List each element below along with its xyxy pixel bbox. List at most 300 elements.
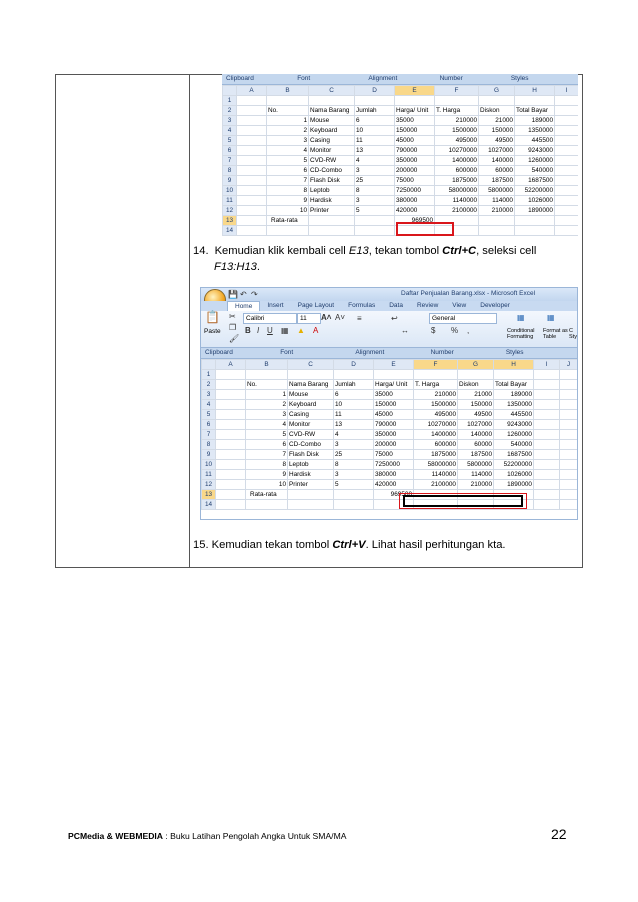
cell-empty[interactable] <box>560 450 578 460</box>
align-icon[interactable]: ≡ <box>357 314 362 323</box>
cell-no[interactable]: 9 <box>246 470 288 480</box>
cell-nama[interactable] <box>309 226 355 236</box>
cell-no[interactable]: 7 <box>246 450 288 460</box>
row-header[interactable]: 12 <box>223 206 237 216</box>
cell-a[interactable] <box>216 460 246 470</box>
cell-harga[interactable]: 380000 <box>374 470 414 480</box>
column-header-f[interactable]: F <box>414 360 458 370</box>
cell-no[interactable]: 3 <box>267 136 309 146</box>
cell-harga[interactable]: 200000 <box>374 440 414 450</box>
cell-empty[interactable] <box>560 440 578 450</box>
cell-jumlah[interactable] <box>334 490 374 500</box>
cell-empty[interactable] <box>555 146 579 156</box>
cell-no[interactable]: 9 <box>267 196 309 206</box>
column-header-b[interactable]: B <box>267 86 309 96</box>
row-header[interactable]: 13 <box>202 490 216 500</box>
cut-icon[interactable]: ✂ <box>229 312 236 321</box>
column-header-e[interactable]: E <box>395 86 435 96</box>
cell-total[interactable]: 189000 <box>494 390 534 400</box>
cell-total[interactable] <box>515 96 555 106</box>
cell-tharga[interactable]: 495000 <box>414 410 458 420</box>
fill-color-icon[interactable]: ▲ <box>297 326 305 335</box>
cell-nama[interactable] <box>288 490 334 500</box>
cell-tharga[interactable]: 210000 <box>435 116 479 126</box>
tab-formulas[interactable]: Formulas <box>348 302 376 309</box>
paste-label[interactable]: Paste <box>204 328 221 335</box>
cell-nama[interactable] <box>309 216 355 226</box>
cell-total[interactable]: 9243000 <box>494 420 534 430</box>
cell-nama[interactable]: Monitor <box>309 146 355 156</box>
cell-empty[interactable] <box>534 470 560 480</box>
cell-empty[interactable] <box>534 380 560 390</box>
cell-empty[interactable] <box>555 136 579 146</box>
cell-diskon[interactable]: Diskon <box>458 380 494 390</box>
cell-empty[interactable] <box>560 370 578 380</box>
cell-empty[interactable] <box>560 400 578 410</box>
grow-font-icon[interactable]: A˄ <box>321 313 332 322</box>
cell-total[interactable]: 1350000 <box>494 400 534 410</box>
cell-nama[interactable]: Flash Disk <box>288 450 334 460</box>
undo-icon[interactable]: ↶ <box>240 290 247 299</box>
cell-total[interactable]: Total Bayar <box>494 380 534 390</box>
cell-jumlah[interactable]: 3 <box>334 470 374 480</box>
cell-diskon[interactable]: 49500 <box>458 410 494 420</box>
cell-jumlah[interactable]: 4 <box>355 156 395 166</box>
cell-diskon[interactable]: 21000 <box>458 390 494 400</box>
cell-total[interactable]: 1260000 <box>515 156 555 166</box>
cell-harga[interactable]: 420000 <box>395 206 435 216</box>
cell-diskon[interactable]: 140000 <box>479 156 515 166</box>
row-header[interactable]: 3 <box>202 390 216 400</box>
cell-no[interactable]: 2 <box>267 126 309 136</box>
cell-tharga[interactable]: 1400000 <box>435 156 479 166</box>
paste-icon[interactable]: 📋 <box>205 310 220 324</box>
row-header[interactable]: 14 <box>202 500 216 510</box>
cell-a[interactable] <box>216 370 246 380</box>
cell-diskon[interactable]: 187500 <box>458 450 494 460</box>
cell-a[interactable] <box>237 206 267 216</box>
shrink-font-icon[interactable]: A˅ <box>335 313 346 322</box>
cell-no[interactable]: Rata-rata <box>246 490 288 500</box>
cell-harga[interactable]: 7250000 <box>374 460 414 470</box>
column-header-c[interactable]: C <box>309 86 355 96</box>
cell-diskon[interactable] <box>479 216 515 226</box>
row-header[interactable]: 5 <box>223 136 237 146</box>
cell-empty[interactable] <box>534 390 560 400</box>
cell-no[interactable]: 1 <box>246 390 288 400</box>
format-as-table-label[interactable]: Format as Table <box>543 328 568 340</box>
cell-jumlah[interactable]: 5 <box>355 206 395 216</box>
column-header-a[interactable]: A <box>216 360 246 370</box>
cell-diskon[interactable] <box>458 370 494 380</box>
cell-total[interactable]: 52200000 <box>494 460 534 470</box>
cell-empty[interactable] <box>560 410 578 420</box>
cell-tharga[interactable]: 2100000 <box>414 480 458 490</box>
cell-jumlah[interactable]: 6 <box>334 390 374 400</box>
cell-empty[interactable] <box>560 380 578 390</box>
column-header-j[interactable]: J <box>560 360 578 370</box>
cell-total[interactable]: 1890000 <box>494 480 534 490</box>
cell-harga[interactable]: 380000 <box>395 196 435 206</box>
font-size-select[interactable] <box>297 313 321 324</box>
cell-tharga[interactable]: 2100000 <box>435 206 479 216</box>
cell-harga[interactable]: 75000 <box>395 176 435 186</box>
cell-total[interactable]: 540000 <box>494 440 534 450</box>
cell-jumlah[interactable] <box>355 96 395 106</box>
column-header-d[interactable]: D <box>334 360 374 370</box>
cell-empty[interactable] <box>555 166 579 176</box>
cell-harga[interactable]: Harga/ Unit <box>374 380 414 390</box>
cell-diskon[interactable]: 1027000 <box>458 420 494 430</box>
cell-empty[interactable] <box>560 490 578 500</box>
cell-jumlah[interactable]: 6 <box>355 116 395 126</box>
cell-no[interactable] <box>246 370 288 380</box>
cell-a[interactable] <box>237 116 267 126</box>
cell-a[interactable] <box>216 500 246 510</box>
cell-empty[interactable] <box>560 460 578 470</box>
cell-a[interactable] <box>216 420 246 430</box>
cell-jumlah[interactable]: 10 <box>355 126 395 136</box>
row-header[interactable]: 8 <box>223 166 237 176</box>
cell-harga[interactable]: 969500 <box>395 216 435 226</box>
cell-harga[interactable]: 45000 <box>374 410 414 420</box>
cell-diskon[interactable]: 150000 <box>458 400 494 410</box>
cell-tharga[interactable]: 1500000 <box>435 126 479 136</box>
row-header[interactable]: 9 <box>223 176 237 186</box>
cell-tharga[interactable]: 1500000 <box>414 400 458 410</box>
cell-empty[interactable] <box>555 216 579 226</box>
cell-empty[interactable] <box>555 176 579 186</box>
cell-empty[interactable] <box>560 420 578 430</box>
cell-total[interactable]: 445500 <box>494 410 534 420</box>
conditional-formatting-label[interactable]: Conditional Formatting <box>507 328 535 340</box>
cell-tharga[interactable]: 10270000 <box>414 420 458 430</box>
cell-a[interactable] <box>237 176 267 186</box>
cell-total[interactable]: 1687500 <box>515 176 555 186</box>
column-header-i[interactable]: I <box>555 86 579 96</box>
corner-cell[interactable] <box>223 86 237 96</box>
cell-harga[interactable] <box>374 370 414 380</box>
cell-no[interactable]: 6 <box>246 440 288 450</box>
cell-empty[interactable] <box>534 500 560 510</box>
cell-no[interactable] <box>267 226 309 236</box>
font-color-icon[interactable]: A <box>313 326 319 335</box>
cell-jumlah[interactable]: 11 <box>334 410 374 420</box>
cell-jumlah[interactable]: 3 <box>355 196 395 206</box>
cell-a[interactable] <box>237 146 267 156</box>
row-header[interactable]: 4 <box>202 400 216 410</box>
cell-jumlah[interactable] <box>334 370 374 380</box>
cell-tharga[interactable] <box>435 96 479 106</box>
cell-empty[interactable] <box>560 470 578 480</box>
cell-nama[interactable]: Nama Barang <box>309 106 355 116</box>
cell-jumlah[interactable] <box>355 226 395 236</box>
redo-icon[interactable]: ↷ <box>251 290 258 299</box>
cell-diskon[interactable]: 114000 <box>479 196 515 206</box>
cell-total[interactable]: 9243000 <box>515 146 555 156</box>
cell-nama[interactable] <box>309 96 355 106</box>
cell-total[interactable]: 1026000 <box>515 196 555 206</box>
save-icon[interactable]: 💾 <box>228 290 238 299</box>
cell-diskon[interactable]: 210000 <box>458 480 494 490</box>
cell-harga[interactable]: Harga/ Unit <box>395 106 435 116</box>
row-header[interactable]: 12 <box>202 480 216 490</box>
cell-nama[interactable] <box>288 500 334 510</box>
cell-nama[interactable]: Keyboard <box>288 400 334 410</box>
cell-nama[interactable]: Hardisk <box>309 196 355 206</box>
tab-page-layout[interactable]: Page Layout <box>297 302 335 309</box>
cell-harga[interactable]: 150000 <box>374 400 414 410</box>
cell-jumlah[interactable]: 10 <box>334 400 374 410</box>
cell-total[interactable]: 445500 <box>515 136 555 146</box>
cell-diskon[interactable]: 21000 <box>479 116 515 126</box>
column-header-f[interactable]: F <box>435 86 479 96</box>
row-header[interactable]: 14 <box>223 226 237 236</box>
cell-a[interactable] <box>216 490 246 500</box>
comma-icon[interactable]: , <box>467 326 470 335</box>
cell-diskon[interactable] <box>479 226 515 236</box>
cell-empty[interactable] <box>534 440 560 450</box>
row-header[interactable]: 13 <box>223 216 237 226</box>
row-header[interactable]: 1 <box>202 370 216 380</box>
corner-cell[interactable] <box>202 360 216 370</box>
cell-nama[interactable]: Mouse <box>309 116 355 126</box>
cell-empty[interactable] <box>555 116 579 126</box>
cell-empty[interactable] <box>555 226 579 236</box>
tab-developer[interactable]: Developer <box>480 302 510 309</box>
cell-no[interactable] <box>267 96 309 106</box>
percent-icon[interactable]: % <box>451 326 459 335</box>
cell-nama[interactable]: Leptob <box>309 186 355 196</box>
cell-harga[interactable]: 150000 <box>395 126 435 136</box>
cell-jumlah[interactable]: 25 <box>334 450 374 460</box>
column-header-d[interactable]: D <box>355 86 395 96</box>
cell-a[interactable] <box>216 470 246 480</box>
cell-empty[interactable] <box>534 480 560 490</box>
column-header-g[interactable]: G <box>458 360 494 370</box>
cell-no[interactable]: 8 <box>267 186 309 196</box>
cell-jumlah[interactable]: 25 <box>355 176 395 186</box>
cell-nama[interactable]: CD-Combo <box>288 440 334 450</box>
cell-no[interactable]: 10 <box>267 206 309 216</box>
cell-jumlah[interactable]: 4 <box>334 430 374 440</box>
cell-no[interactable]: 5 <box>267 156 309 166</box>
cell-no[interactable]: 8 <box>246 460 288 470</box>
column-header-h[interactable]: H <box>515 86 555 96</box>
cell-empty[interactable] <box>534 370 560 380</box>
cell-no[interactable]: 4 <box>246 420 288 430</box>
row-header[interactable]: 11 <box>223 196 237 206</box>
cell-diskon[interactable]: 140000 <box>458 430 494 440</box>
cell-no[interactable]: No. <box>246 380 288 390</box>
cell-empty[interactable] <box>555 206 579 216</box>
cell-no[interactable]: 7 <box>267 176 309 186</box>
cell-empty[interactable] <box>555 126 579 136</box>
cell-no[interactable]: 1 <box>267 116 309 126</box>
cell-nama[interactable]: Printer <box>309 206 355 216</box>
row-header[interactable]: 2 <box>223 106 237 116</box>
row-header[interactable]: 5 <box>202 410 216 420</box>
italic-icon[interactable]: I <box>257 326 260 335</box>
cell-a[interactable] <box>237 96 267 106</box>
column-header-b[interactable]: B <box>246 360 288 370</box>
cell-diskon[interactable]: Diskon <box>479 106 515 116</box>
format-painter-icon[interactable]: 🖌 <box>229 334 240 343</box>
cell-tharga[interactable]: 495000 <box>435 136 479 146</box>
cell-empty[interactable] <box>534 490 560 500</box>
cell-jumlah[interactable]: 13 <box>334 420 374 430</box>
cell-diskon[interactable]: 49500 <box>479 136 515 146</box>
cell-jumlah[interactable]: Jumlah <box>334 380 374 390</box>
row-header[interactable]: 2 <box>202 380 216 390</box>
row-header[interactable]: 6 <box>223 146 237 156</box>
cell-empty[interactable] <box>560 480 578 490</box>
cell-total[interactable] <box>515 226 555 236</box>
tab-data[interactable]: Data <box>389 302 403 309</box>
cell-harga[interactable]: 35000 <box>374 390 414 400</box>
cell-a[interactable] <box>237 186 267 196</box>
cell-tharga[interactable]: 1140000 <box>414 470 458 480</box>
cell-no[interactable]: 3 <box>246 410 288 420</box>
row-header[interactable]: 1 <box>223 96 237 106</box>
font-name-select[interactable] <box>243 313 297 324</box>
borders-icon[interactable]: ▦ <box>281 326 289 335</box>
row-header[interactable]: 10 <box>202 460 216 470</box>
format-as-table-icon[interactable]: ▦ <box>547 313 555 322</box>
number-format-select[interactable] <box>429 313 497 324</box>
cell-a[interactable] <box>216 400 246 410</box>
cell-empty[interactable] <box>534 410 560 420</box>
cell-no[interactable]: Rata-rata <box>267 216 309 226</box>
cell-no[interactable] <box>246 500 288 510</box>
cell-jumlah[interactable]: 8 <box>355 186 395 196</box>
cell-a[interactable] <box>237 196 267 206</box>
cell-jumlah[interactable]: 3 <box>355 166 395 176</box>
cell-a[interactable] <box>216 390 246 400</box>
cell-empty[interactable] <box>534 400 560 410</box>
cell-diskon[interactable]: 60000 <box>479 166 515 176</box>
cell-nama[interactable] <box>288 370 334 380</box>
cell-tharga[interactable]: 600000 <box>414 440 458 450</box>
cell-no[interactable]: No. <box>267 106 309 116</box>
row-header[interactable]: 3 <box>223 116 237 126</box>
tab-view[interactable]: View <box>452 302 467 309</box>
underline-icon[interactable]: U <box>267 326 273 335</box>
cell-empty[interactable] <box>534 430 560 440</box>
cell-diskon[interactable]: 114000 <box>458 470 494 480</box>
currency-icon[interactable]: $ <box>431 326 436 335</box>
cell-no[interactable]: 6 <box>267 166 309 176</box>
bold-icon[interactable]: B <box>245 326 251 335</box>
cell-empty[interactable] <box>555 186 579 196</box>
cell-tharga[interactable]: 10270000 <box>435 146 479 156</box>
tab-insert[interactable]: Insert <box>267 302 284 309</box>
cell-empty[interactable] <box>534 420 560 430</box>
cell-jumlah[interactable]: 8 <box>334 460 374 470</box>
cell-harga[interactable]: 75000 <box>374 450 414 460</box>
cell-harga[interactable]: 420000 <box>374 480 414 490</box>
column-header-a[interactable]: A <box>237 86 267 96</box>
cell-styles-label[interactable]: C Sty <box>569 328 577 340</box>
cell-harga[interactable]: 969500 <box>374 490 414 500</box>
cell-jumlah[interactable] <box>355 216 395 226</box>
cell-tharga[interactable]: T. Harga <box>435 106 479 116</box>
cell-tharga[interactable]: 1875000 <box>414 450 458 460</box>
row-header[interactable]: 4 <box>223 126 237 136</box>
cell-nama[interactable]: Leptob <box>288 460 334 470</box>
cell-harga[interactable]: 200000 <box>395 166 435 176</box>
cell-no[interactable]: 10 <box>246 480 288 490</box>
cell-nama[interactable]: CD-Combo <box>309 166 355 176</box>
cell-no[interactable]: 5 <box>246 430 288 440</box>
cell-harga[interactable]: 7250000 <box>395 186 435 196</box>
row-header[interactable]: 8 <box>202 440 216 450</box>
cell-diskon[interactable]: 1027000 <box>479 146 515 156</box>
cell-a[interactable] <box>216 430 246 440</box>
row-header[interactable]: 10 <box>223 186 237 196</box>
column-header-i[interactable]: I <box>534 360 560 370</box>
cell-a[interactable] <box>237 136 267 146</box>
wrap-icon[interactable]: ↩ <box>391 314 398 323</box>
cell-diskon[interactable]: 187500 <box>479 176 515 186</box>
cell-jumlah[interactable]: 3 <box>334 440 374 450</box>
cell-harga[interactable] <box>395 96 435 106</box>
row-header[interactable]: 6 <box>202 420 216 430</box>
cell-diskon[interactable]: 5800000 <box>458 460 494 470</box>
cell-total[interactable] <box>515 216 555 226</box>
cell-nama[interactable]: CVD-RW <box>309 156 355 166</box>
cell-total[interactable]: 540000 <box>515 166 555 176</box>
row-header[interactable]: 7 <box>223 156 237 166</box>
cell-tharga[interactable]: 58000000 <box>435 186 479 196</box>
cell-a[interactable] <box>237 126 267 136</box>
cell-nama[interactable]: Flash Disk <box>309 176 355 186</box>
tab-review[interactable]: Review <box>416 302 439 309</box>
cell-a[interactable] <box>216 480 246 490</box>
cell-empty[interactable] <box>560 430 578 440</box>
cell-nama[interactable]: Casing <box>288 410 334 420</box>
cell-empty[interactable] <box>560 390 578 400</box>
cell-nama[interactable]: CVD-RW <box>288 430 334 440</box>
cell-total[interactable]: 1260000 <box>494 430 534 440</box>
column-header-h[interactable]: H <box>494 360 534 370</box>
cell-nama[interactable]: Printer <box>288 480 334 490</box>
cell-total[interactable]: 52200000 <box>515 186 555 196</box>
row-header[interactable]: 11 <box>202 470 216 480</box>
cell-a[interactable] <box>216 440 246 450</box>
cell-tharga[interactable]: 1140000 <box>435 196 479 206</box>
cell-total[interactable]: 189000 <box>515 116 555 126</box>
cell-empty[interactable] <box>555 96 579 106</box>
cell-diskon[interactable] <box>479 96 515 106</box>
column-header-c[interactable]: C <box>288 360 334 370</box>
cell-harga[interactable]: 350000 <box>374 430 414 440</box>
cell-empty[interactable] <box>534 450 560 460</box>
cell-empty[interactable] <box>560 500 578 510</box>
cell-jumlah[interactable]: 5 <box>334 480 374 490</box>
row-header[interactable]: 9 <box>202 450 216 460</box>
cell-diskon[interactable]: 150000 <box>479 126 515 136</box>
cell-diskon[interactable]: 5800000 <box>479 186 515 196</box>
cell-tharga[interactable]: 58000000 <box>414 460 458 470</box>
cell-nama[interactable]: Mouse <box>288 390 334 400</box>
cell-no[interactable]: 4 <box>267 146 309 156</box>
cell-harga[interactable]: 790000 <box>374 420 414 430</box>
cell-nama[interactable]: Hardisk <box>288 470 334 480</box>
cell-a[interactable] <box>237 156 267 166</box>
cell-a[interactable] <box>237 226 267 236</box>
conditional-formatting-icon[interactable]: ▦ <box>517 313 525 322</box>
